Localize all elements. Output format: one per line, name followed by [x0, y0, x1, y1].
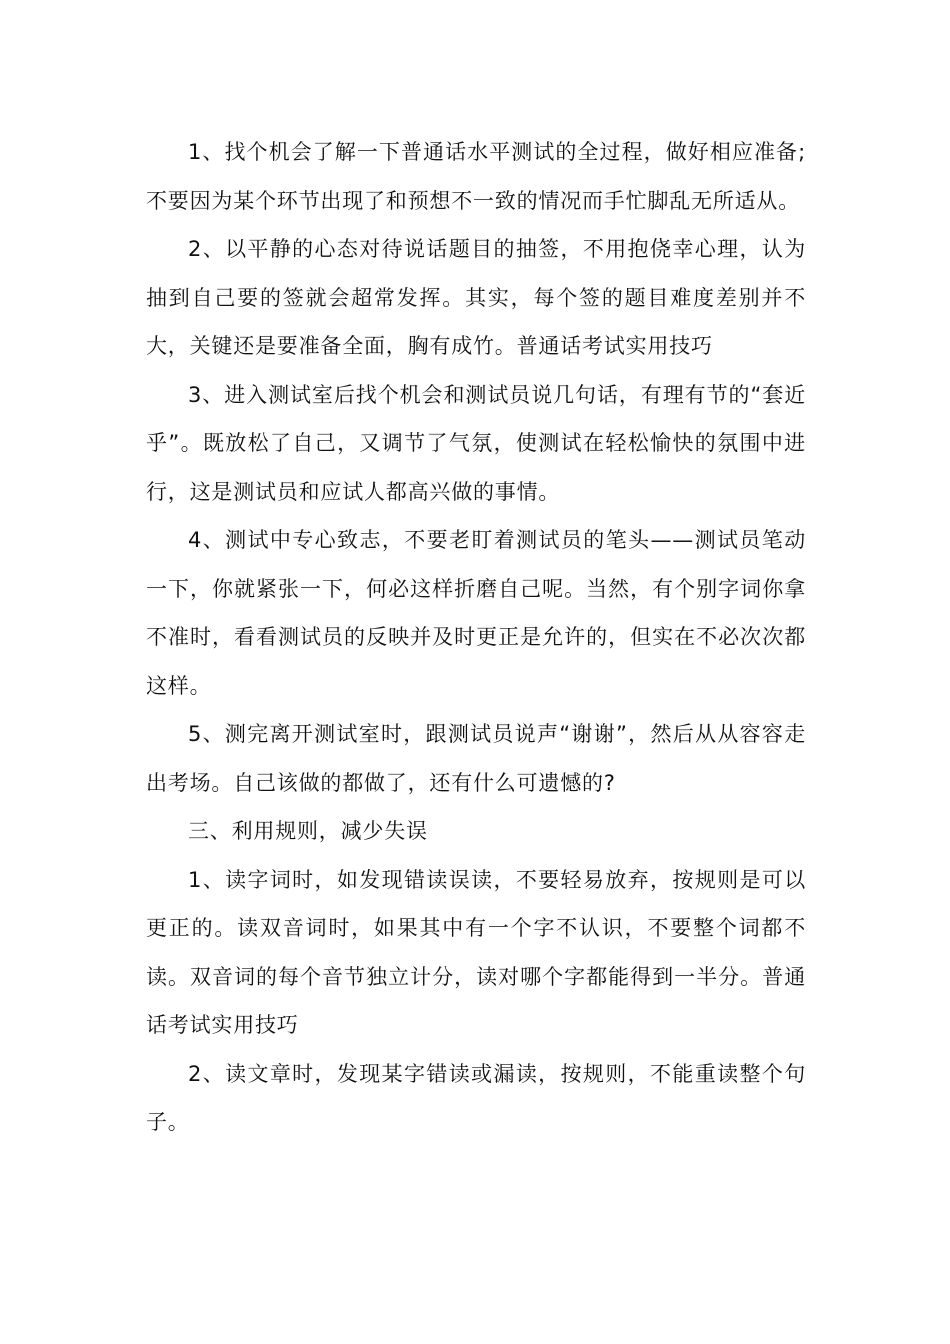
- section-heading-rules: 三、利用规则，减少失误: [188, 819, 428, 843]
- paragraph-tip-4: 4、测试中专心致志，不要老盯着测试员的笔头——测试员笔动一下，你就紧张一下，何必这样折磨自己呢。当然，有个别字词你拿不准时，看看测试员的反映并及时更正是允许的，但实在不必次次都这样。: [146, 528, 806, 698]
- paragraph-tip-2: 2、以平静的心态对待说话题目的抽签，不用抱侥幸心理，认为抽到自己要的签就会超常发挥。其实，每个签的题目难度差别并不大，关键还是要准备全面，胸有成竹。普通话考试实用技巧: [146, 237, 806, 358]
- paragraph-rule-2: 2、读文章时，发现某字错读或漏读，按规则，不能重读整个句子。: [146, 1061, 806, 1134]
- paragraph-tip-5: 5、测完离开测试室时，跟测试员说声“谢谢”，然后从从容容走出考场。自己该做的都做了，还有什么可遗憾的?: [146, 722, 806, 795]
- paragraph-rule-1: 1、读字词时，如发现错读误读，不要轻易放弃，按规则是可以更正的。读双音词时，如果其中有一个字不认识，不要整个词都不读。双音词的每个音节独立计分，读对哪个字都能得到一半分。普通话考试实用技巧: [146, 867, 806, 1037]
- paragraph-tip-3: 3、进入测试室后找个机会和测试员说几句话，有理有节的“套近乎”。既放松了自己，又调节了气氛，使测试在轻松愉快的氛围中进行，这是测试员和应试人都高兴做的事情。: [146, 382, 806, 504]
- document-body: [146, 128, 806, 1147]
- paragraph-tip-1: 1、找个机会了解一下普通话水平测试的全过程，做好相应准备;不要因为某个环节出现了和预想不一致的情况而手忙脚乱无所适从。: [146, 140, 806, 213]
